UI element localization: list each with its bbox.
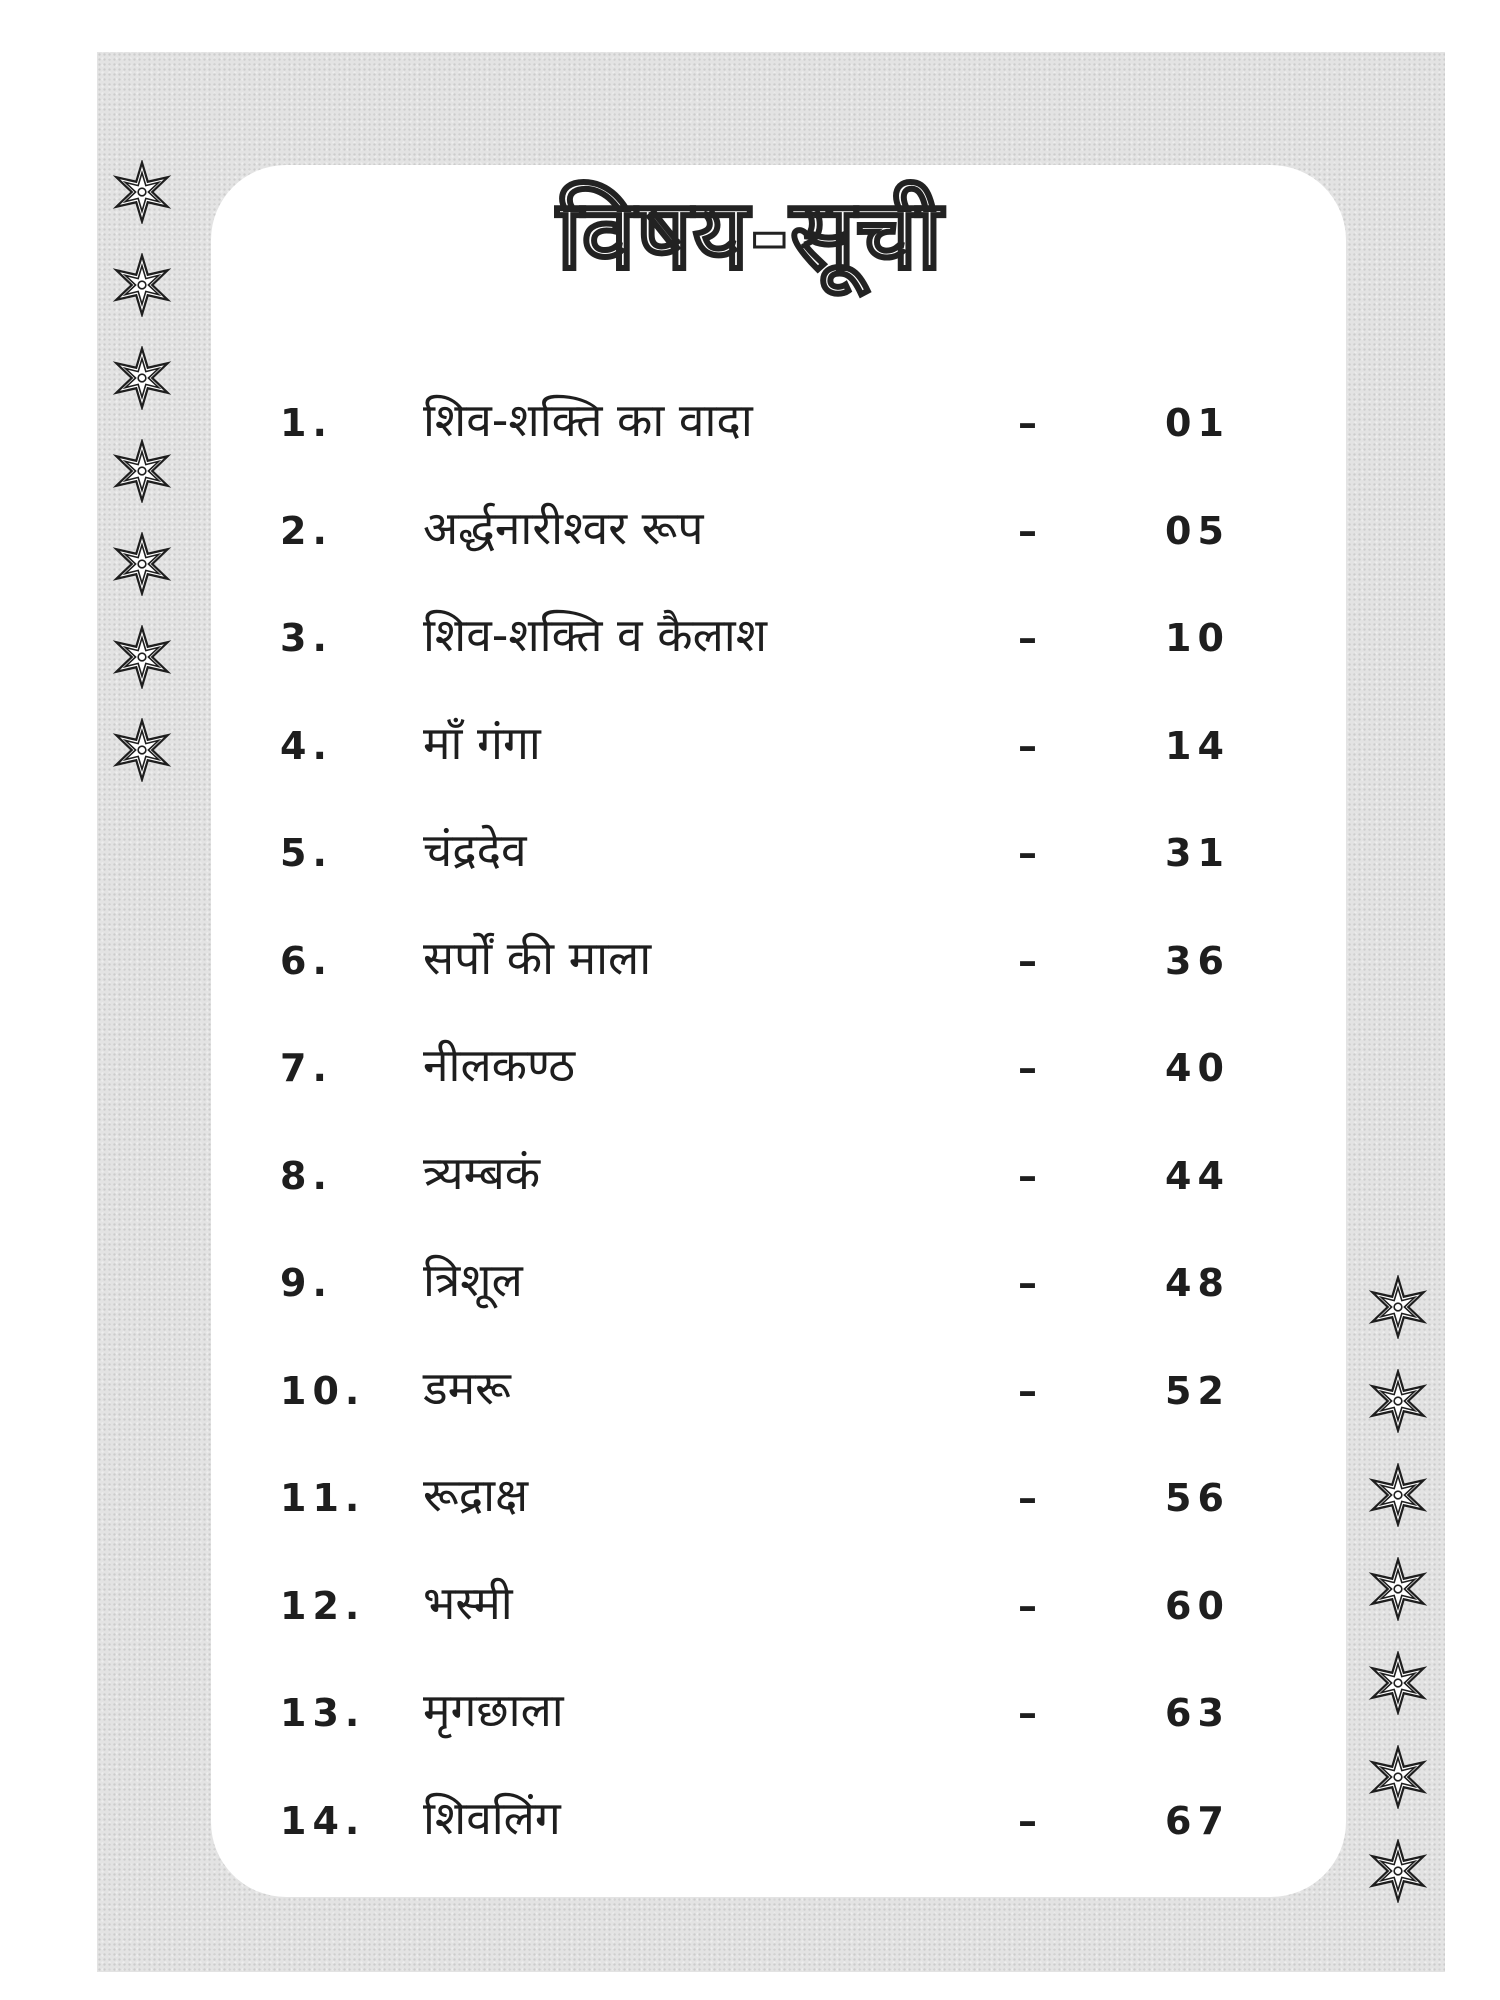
toc-page: 40 [1165, 1046, 1230, 1090]
toc-row [0, 500, 1500, 611]
toc-title: त्र्यम्बकं [423, 1145, 541, 1200]
toc-row [0, 1360, 1500, 1471]
toc-number: 14. [280, 1798, 366, 1843]
toc-page: 01 [1165, 401, 1230, 445]
toc-title: चंद्रदेव [423, 823, 527, 877]
toc-separator: – [1018, 1691, 1037, 1735]
toc-row [0, 1575, 1500, 1686]
table-of-contents [0, 395, 1500, 1900]
toc-page: 67 [1165, 1798, 1230, 1843]
toc-number: 12. [280, 1583, 366, 1628]
toc-title: मृगछाला [423, 1683, 564, 1737]
toc-number: 4. [280, 723, 333, 768]
toc-separator: – [1018, 1046, 1037, 1090]
toc-separator: – [1018, 938, 1037, 983]
toc-page: 14 [1165, 723, 1230, 768]
toc-row [0, 1040, 1500, 1148]
toc-number: 9. [280, 1261, 333, 1305]
toc-row [0, 610, 1500, 718]
toc-title: माँ गंगा [423, 715, 541, 770]
toc-number: 13. [280, 1691, 366, 1735]
toc-separator: – [1018, 508, 1037, 553]
toc-number: 1. [280, 401, 333, 445]
toc-row [0, 930, 1500, 1041]
toc-separator: – [1018, 616, 1037, 660]
toc-page: 60 [1165, 1583, 1230, 1628]
toc-page: 63 [1165, 1691, 1230, 1735]
toc-number: 8. [280, 1153, 333, 1198]
toc-row [0, 825, 1500, 933]
toc-separator: – [1018, 1798, 1037, 1843]
toc-page: 48 [1165, 1261, 1230, 1305]
toc-number: 2. [280, 508, 333, 553]
toc-row [0, 715, 1500, 826]
toc-row [0, 1255, 1500, 1363]
toc-number: 3. [280, 616, 333, 660]
toc-row [0, 1470, 1500, 1578]
toc-page: 52 [1165, 1368, 1230, 1413]
toc-page: 44 [1165, 1153, 1230, 1198]
toc-separator: – [1018, 1368, 1037, 1413]
toc-number: 11. [280, 1476, 366, 1520]
toc-title: शिवलिंग [423, 1790, 561, 1845]
toc-title: नीलकण्ठ [423, 1038, 576, 1092]
toc-title: डमरू [423, 1360, 511, 1415]
toc-title: रूद्राक्ष [423, 1468, 529, 1522]
toc-title: शिव-शक्ति का वादा [423, 393, 753, 447]
toc-page: 36 [1165, 938, 1230, 983]
toc-title: शिव-शक्ति व कैलाश [423, 608, 767, 662]
toc-title: अर्द्धनारीश्वर रूप [423, 500, 704, 555]
toc-page: 05 [1165, 508, 1230, 553]
toc-number: 7. [280, 1046, 333, 1090]
toc-page: 56 [1165, 1476, 1230, 1520]
toc-separator: – [1018, 831, 1037, 875]
toc-page: 31 [1165, 831, 1230, 875]
toc-number: 5. [280, 831, 333, 875]
toc-title: भस्मी [423, 1575, 513, 1630]
page-title: विषय-सूची [557, 179, 943, 291]
toc-row [0, 1145, 1500, 1256]
toc-title: त्रिशूल [423, 1253, 523, 1307]
toc-separator: – [1018, 723, 1037, 768]
toc-separator: – [1018, 1261, 1037, 1305]
toc-number: 6. [280, 938, 333, 983]
toc-row [0, 395, 1500, 503]
toc-page: 10 [1165, 616, 1230, 660]
toc-number: 10. [280, 1368, 366, 1413]
toc-separator: – [1018, 1153, 1037, 1198]
toc-row [0, 1685, 1500, 1793]
toc-row [0, 1790, 1500, 1901]
toc-separator: – [1018, 401, 1037, 445]
toc-title: सर्पों की माला [423, 930, 652, 985]
toc-separator: – [1018, 1583, 1037, 1628]
toc-separator: – [1018, 1476, 1037, 1520]
